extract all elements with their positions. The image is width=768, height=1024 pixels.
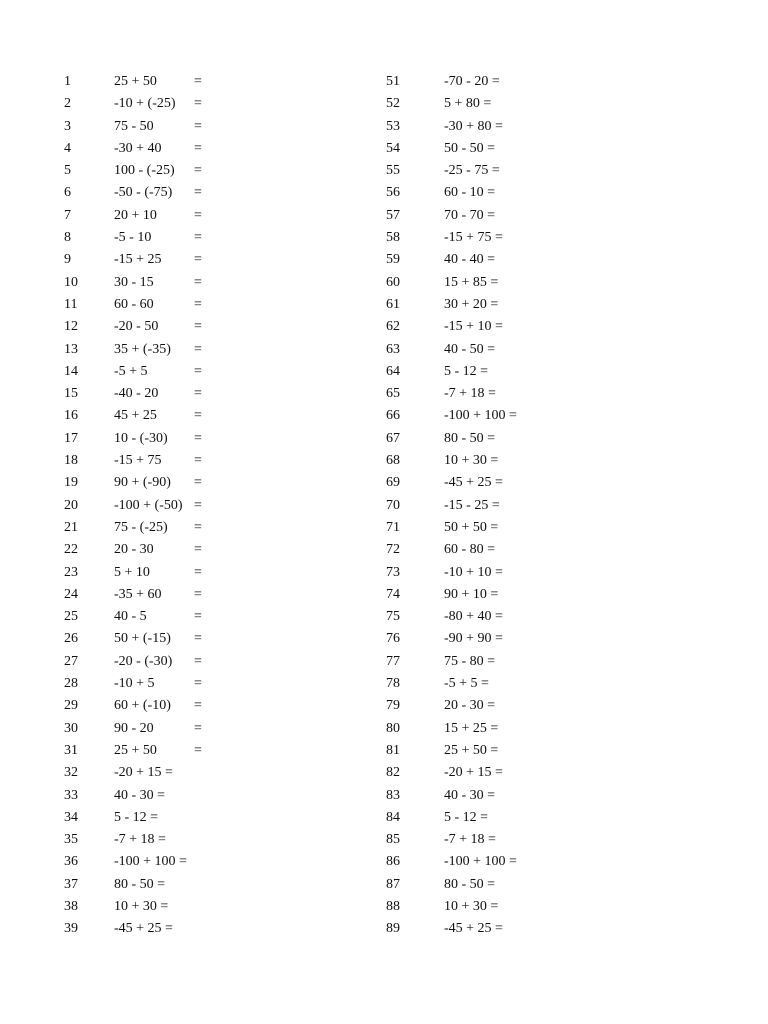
problem-expression: -90 + 90 = <box>444 631 503 647</box>
problem-expression: 80 - 50 = <box>114 876 166 892</box>
equals-sign: = <box>194 252 202 268</box>
problem-expression: 60 + (-10) <box>114 698 171 714</box>
problem-number: 81 <box>386 742 400 758</box>
problem-number: 5 <box>64 163 71 179</box>
problem-row <box>64 117 364 139</box>
problem-expression: 75 - 50 <box>114 118 154 134</box>
equals-sign: = <box>194 74 202 89</box>
problem-number: 52 <box>386 96 400 112</box>
problem-expression: 15 + 85 = <box>444 274 499 290</box>
problem-number: 55 <box>386 163 400 179</box>
problem-row <box>64 518 364 540</box>
problem-row <box>386 384 686 406</box>
problem-number: 51 <box>386 74 400 89</box>
problem-row <box>64 875 364 897</box>
problem-number: 20 <box>64 497 78 513</box>
problem-number: 66 <box>386 408 400 424</box>
problem-expression: -30 + 40 <box>114 140 162 156</box>
problem-number: 39 <box>64 921 78 937</box>
problem-expression: -5 - 10 <box>114 230 152 246</box>
equals-sign: = <box>194 319 202 335</box>
problem-expression: 10 + 30 = <box>444 453 499 469</box>
problem-row <box>386 808 686 830</box>
problem-row <box>386 585 686 607</box>
problem-row <box>64 585 364 607</box>
equals-sign: = <box>194 140 202 156</box>
problem-number: 75 <box>386 609 400 625</box>
problem-row <box>64 362 364 384</box>
problem-number: 33 <box>64 787 78 803</box>
problem-row <box>64 161 364 183</box>
problem-row <box>386 496 686 518</box>
problem-expression: -15 + 10 = <box>444 319 503 335</box>
problem-row <box>64 94 364 116</box>
problem-number: 28 <box>64 676 78 692</box>
problem-expression: 40 - 50 = <box>444 341 496 357</box>
equals-sign: = <box>194 698 202 714</box>
problem-expression: -10 + 10 = <box>444 564 503 580</box>
problem-number: 53 <box>386 118 400 134</box>
problem-expression: -80 + 40 = <box>444 609 503 625</box>
problem-row <box>386 741 686 763</box>
problem-number: 68 <box>386 453 400 469</box>
problem-expression: -15 - 25 = <box>444 497 500 513</box>
equals-sign: = <box>194 386 202 402</box>
equals-sign: = <box>194 207 202 223</box>
problem-number: 70 <box>386 497 400 513</box>
equals-sign: = <box>194 341 202 357</box>
problem-expression: -40 - 20 <box>114 386 159 402</box>
problem-number: 87 <box>386 876 400 892</box>
problem-expression: -25 - 75 = <box>444 163 500 179</box>
equals-sign: = <box>194 653 202 669</box>
problem-number: 1 <box>64 74 71 89</box>
equals-sign: = <box>194 542 202 558</box>
equals-sign: = <box>194 430 202 446</box>
problem-number: 64 <box>386 363 400 379</box>
problem-row <box>386 94 686 116</box>
problem-row <box>386 273 686 295</box>
problem-expression: 35 + (-35) <box>114 341 171 357</box>
problem-row <box>386 696 686 718</box>
problem-number: 15 <box>64 386 78 402</box>
problem-expression: 50 - 50 = <box>444 140 496 156</box>
equals-sign: = <box>194 586 202 602</box>
problem-row <box>386 362 686 384</box>
problem-row <box>64 496 364 518</box>
problem-expression: 25 + 50 <box>114 74 157 89</box>
equals-sign: = <box>194 96 202 112</box>
problem-row <box>64 607 364 629</box>
problem-number: 30 <box>64 720 78 736</box>
problem-row <box>386 919 686 941</box>
problem-row <box>386 228 686 250</box>
problem-expression: -7 + 18 = <box>444 832 496 848</box>
problem-expression: -15 + 75 <box>114 453 162 469</box>
problem-expression: 60 - 80 = <box>444 542 496 558</box>
problem-number: 37 <box>64 876 78 892</box>
equals-sign: = <box>194 163 202 179</box>
equals-sign: = <box>194 720 202 736</box>
problem-number: 7 <box>64 207 71 223</box>
equals-sign: = <box>194 296 202 312</box>
problem-row <box>64 250 364 272</box>
problem-number: 10 <box>64 274 78 290</box>
problem-expression: -100 + 100 = <box>114 854 187 870</box>
problem-number: 56 <box>386 185 400 201</box>
problem-row <box>386 206 686 228</box>
problem-number: 3 <box>64 118 71 134</box>
problem-expression: -20 - (-30) <box>114 653 173 669</box>
problem-number: 74 <box>386 586 400 602</box>
problem-row <box>386 830 686 852</box>
problem-number: 63 <box>386 341 400 357</box>
problem-expression: 40 - 30 = <box>444 787 496 803</box>
problem-row <box>64 763 364 785</box>
problem-expression: 50 + (-15) <box>114 631 171 647</box>
equals-sign: = <box>194 631 202 647</box>
problem-expression: -100 + (-50) <box>114 497 183 513</box>
equals-sign: = <box>194 274 202 290</box>
problem-expression: 10 + 30 = <box>114 898 169 914</box>
problem-row <box>64 406 364 428</box>
equals-sign: = <box>194 185 202 201</box>
problem-expression: -30 + 80 = <box>444 118 503 134</box>
problem-row <box>64 897 364 919</box>
problem-expression: -5 + 5 <box>114 363 148 379</box>
problem-number: 67 <box>386 430 400 446</box>
problem-number: 72 <box>386 542 400 558</box>
problem-expression: 10 + 30 = <box>444 898 499 914</box>
problem-row <box>64 696 364 718</box>
problem-expression: -15 + 25 <box>114 252 162 268</box>
problem-row <box>64 473 364 495</box>
problem-expression: 20 - 30 <box>114 542 154 558</box>
problem-expression: 15 + 25 = <box>444 720 499 736</box>
problem-number: 54 <box>386 140 400 156</box>
problem-row <box>64 919 364 941</box>
problem-number: 71 <box>386 519 400 535</box>
problem-row <box>386 674 686 696</box>
problem-expression: 5 + 80 = <box>444 96 492 112</box>
problem-expression: -50 - (-75) <box>114 185 173 201</box>
problem-number: 62 <box>386 319 400 335</box>
problem-row <box>64 451 364 473</box>
problem-row <box>386 875 686 897</box>
problem-row <box>386 429 686 451</box>
problem-number: 80 <box>386 720 400 736</box>
problem-number: 21 <box>64 519 78 535</box>
equals-sign: = <box>194 408 202 424</box>
problem-expression: 20 - 30 = <box>444 698 496 714</box>
problem-row <box>386 786 686 808</box>
problem-expression: 80 - 50 = <box>444 876 496 892</box>
problem-number: 69 <box>386 475 400 491</box>
equals-sign: = <box>194 609 202 625</box>
problem-number: 77 <box>386 653 400 669</box>
problem-number: 26 <box>64 631 78 647</box>
equals-sign: = <box>194 363 202 379</box>
problem-row <box>386 340 686 362</box>
problem-expression: 25 + 50 = <box>444 742 499 758</box>
problem-expression: 10 - (-30) <box>114 430 168 446</box>
problem-expression: 20 + 10 <box>114 207 157 223</box>
problem-number: 65 <box>386 386 400 402</box>
problem-number: 4 <box>64 140 71 156</box>
problem-expression: 40 - 5 <box>114 609 147 625</box>
problem-number: 35 <box>64 832 78 848</box>
problem-row <box>64 563 364 585</box>
problem-number: 29 <box>64 698 78 714</box>
problem-expression: 50 + 50 = <box>444 519 499 535</box>
problem-expression: -10 + (-25) <box>114 96 176 112</box>
problem-row <box>386 250 686 272</box>
problem-row <box>386 852 686 874</box>
problem-expression: -45 + 25 = <box>114 921 173 937</box>
problem-row <box>386 763 686 785</box>
problem-row <box>64 852 364 874</box>
problem-number: 11 <box>64 296 78 312</box>
problem-row <box>386 719 686 741</box>
problem-expression: 5 + 10 <box>114 564 150 580</box>
problem-expression: -35 + 60 <box>114 586 162 602</box>
problem-expression: 90 + 10 = <box>444 586 499 602</box>
problem-number: 57 <box>386 207 400 223</box>
problem-row <box>64 629 364 651</box>
problem-number: 17 <box>64 430 78 446</box>
problem-number: 38 <box>64 898 78 914</box>
problem-number: 2 <box>64 96 71 112</box>
problem-expression: -7 + 18 = <box>444 386 496 402</box>
problem-expression: 80 - 50 = <box>444 430 496 446</box>
problem-expression: -10 + 5 <box>114 676 155 692</box>
problem-number: 86 <box>386 854 400 870</box>
problem-expression: 25 + 50 <box>114 742 157 758</box>
problem-expression: 30 + 20 = <box>444 296 499 312</box>
problem-expression: 40 - 30 = <box>114 787 166 803</box>
problem-number: 61 <box>386 296 400 312</box>
equals-sign: = <box>194 118 202 134</box>
problem-row <box>64 674 364 696</box>
problem-number: 31 <box>64 742 78 758</box>
problem-row <box>386 406 686 428</box>
problem-row <box>64 719 364 741</box>
problem-row <box>64 808 364 830</box>
problem-row <box>64 741 364 763</box>
problem-expression: -45 + 25 = <box>444 921 503 937</box>
problem-number: 12 <box>64 319 78 335</box>
equals-sign: = <box>194 453 202 469</box>
problem-row <box>64 317 364 339</box>
problem-number: 24 <box>64 586 78 602</box>
problem-number: 36 <box>64 854 78 870</box>
problem-row <box>64 830 364 852</box>
problem-row <box>64 340 364 362</box>
problem-row <box>386 317 686 339</box>
problem-number: 59 <box>386 252 400 268</box>
problem-expression: 75 - 80 = <box>444 653 496 669</box>
problem-expression: -15 + 75 = <box>444 230 503 246</box>
problem-expression: -20 - 50 <box>114 319 159 335</box>
problem-number: 78 <box>386 676 400 692</box>
problem-expression: 75 - (-25) <box>114 519 168 535</box>
problem-expression: 60 - 60 <box>114 296 154 312</box>
problem-number: 16 <box>64 408 78 424</box>
problem-expression: 90 - 20 <box>114 720 154 736</box>
problem-number: 19 <box>64 475 78 491</box>
problem-row <box>386 72 686 94</box>
problem-expression: 70 - 70 = <box>444 207 496 223</box>
problem-row <box>64 139 364 161</box>
problem-expression: 5 - 12 = <box>444 809 489 825</box>
equals-sign: = <box>194 519 202 535</box>
problem-expression: 5 - 12 = <box>114 809 159 825</box>
problem-column-right <box>386 72 686 942</box>
problem-row <box>386 897 686 919</box>
problem-expression: -7 + 18 = <box>114 832 166 848</box>
problem-number: 73 <box>386 564 400 580</box>
problem-number: 89 <box>386 921 400 937</box>
problem-row <box>64 295 364 317</box>
equals-sign: = <box>194 497 202 513</box>
problem-expression: 60 - 10 = <box>444 185 496 201</box>
problem-row <box>386 473 686 495</box>
problem-expression: 40 - 40 = <box>444 252 496 268</box>
problem-expression: -20 + 15 = <box>444 765 503 781</box>
problem-number: 6 <box>64 185 71 201</box>
problem-number: 13 <box>64 341 78 357</box>
problem-number: 34 <box>64 809 78 825</box>
problem-row <box>64 384 364 406</box>
equals-sign: = <box>194 676 202 692</box>
problem-number: 8 <box>64 230 71 246</box>
problem-row <box>64 786 364 808</box>
problem-row <box>386 563 686 585</box>
problem-number: 27 <box>64 653 78 669</box>
problem-number: 85 <box>386 832 400 848</box>
problem-number: 82 <box>386 765 400 781</box>
problem-row <box>64 228 364 250</box>
problem-number: 88 <box>386 898 400 914</box>
problem-expression: -20 + 15 = <box>114 765 173 781</box>
problem-row <box>386 540 686 562</box>
problem-row <box>64 429 364 451</box>
problem-number: 32 <box>64 765 78 781</box>
problem-expression: -100 + 100 = <box>444 854 517 870</box>
problem-row <box>386 139 686 161</box>
problem-row <box>64 652 364 674</box>
problem-expression: 5 - 12 = <box>444 363 489 379</box>
problem-expression: 100 - (-25) <box>114 163 175 179</box>
problem-expression: -100 + 100 = <box>444 408 517 424</box>
problem-expression: 90 + (-90) <box>114 475 171 491</box>
problem-row <box>64 540 364 562</box>
problem-row <box>386 518 686 540</box>
problem-row <box>386 295 686 317</box>
problem-expression: -70 - 20 = <box>444 74 500 89</box>
problem-number: 84 <box>386 809 400 825</box>
problem-row <box>386 451 686 473</box>
problem-expression: 30 - 15 <box>114 274 154 290</box>
problem-expression: 45 + 25 <box>114 408 157 424</box>
problem-number: 22 <box>64 542 78 558</box>
problem-number: 23 <box>64 564 78 580</box>
problem-number: 79 <box>386 698 400 714</box>
problem-row <box>386 183 686 205</box>
problem-number: 14 <box>64 363 78 379</box>
problem-expression: -45 + 25 = <box>444 475 503 491</box>
problem-number: 18 <box>64 453 78 469</box>
problem-number: 9 <box>64 252 71 268</box>
problem-row <box>386 117 686 139</box>
equals-sign: = <box>194 475 202 491</box>
equals-sign: = <box>194 564 202 580</box>
problem-row <box>386 607 686 629</box>
problem-row <box>386 652 686 674</box>
problem-row <box>64 273 364 295</box>
problem-row <box>64 183 364 205</box>
problem-number: 58 <box>386 230 400 246</box>
problem-number: 76 <box>386 631 400 647</box>
problem-number: 25 <box>64 609 78 625</box>
problem-row <box>386 629 686 651</box>
problem-row <box>64 72 364 94</box>
equals-sign: = <box>194 230 202 246</box>
problem-column-left <box>64 72 364 942</box>
problem-row <box>386 161 686 183</box>
problem-row <box>64 206 364 228</box>
problem-number: 60 <box>386 274 400 290</box>
problem-number: 83 <box>386 787 400 803</box>
equals-sign: = <box>194 742 202 758</box>
problem-expression: -5 + 5 = <box>444 676 489 692</box>
